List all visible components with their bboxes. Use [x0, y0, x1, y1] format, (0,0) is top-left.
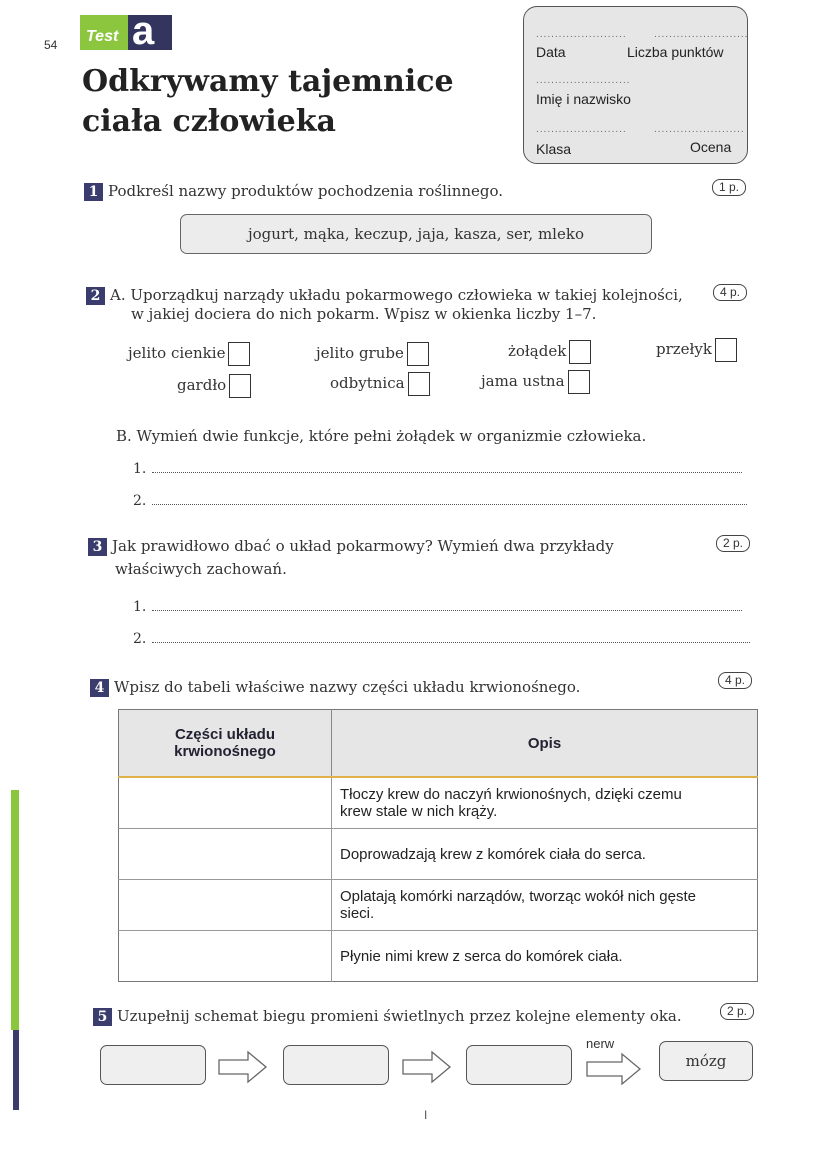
- answer-cell[interactable]: [119, 829, 332, 880]
- field-name[interactable]: Imię i nazwisko: [536, 91, 631, 107]
- flow-box-1[interactable]: [100, 1045, 206, 1085]
- table-row: [119, 880, 758, 931]
- organ-label: gardło: [177, 376, 227, 394]
- task4-number: 4: [90, 679, 109, 697]
- order-box[interactable]: [569, 340, 591, 364]
- field-grade[interactable]: Ocena: [690, 139, 732, 155]
- order-box[interactable]: [228, 342, 250, 366]
- arrow-right-icon: [218, 1050, 268, 1084]
- task4-text: Wpisz do tabeli właściwe nazwy części układu krwionośnego.: [114, 678, 581, 696]
- answer-cell[interactable]: [119, 880, 332, 931]
- task2-answer-line-2[interactable]: [133, 492, 747, 509]
- title-line-1: Odkrywamy tajemnice: [82, 64, 454, 99]
- page-title: [82, 62, 454, 142]
- dots-grade: ........................: [654, 124, 745, 135]
- table-row: [119, 931, 758, 982]
- task5-text: Uzupełnij schemat biegu promieni świetlnych przez kolejne elementy oka.: [117, 1007, 682, 1025]
- answer-cell[interactable]: [119, 777, 332, 829]
- brain-box: mózg: [659, 1041, 753, 1081]
- left-margin-navy-bar: [13, 1030, 19, 1110]
- task1-heading: [84, 181, 503, 201]
- dotted-line: [152, 598, 742, 611]
- description-line: Oplatają komórki narządów, tworząc wokół nich gęste: [340, 888, 697, 905]
- task3-answer-line-2[interactable]: [133, 630, 750, 647]
- description-line: Doprowadzają krew z komórek ciała do serca.: [340, 845, 646, 863]
- task2-answer-line-1[interactable]: [133, 460, 742, 477]
- test-badge: [80, 9, 172, 53]
- organ-gardlo: [177, 374, 251, 398]
- table-row: [119, 829, 758, 880]
- header-parts-line1: Części układu: [174, 726, 276, 743]
- description-line: Tłoczy krew do naczyń krwionośnych, dzięki czemu: [340, 786, 682, 803]
- line-number: 1.: [133, 461, 147, 477]
- task2-text-b: B. Wymień dwie funkcje, które pełni żołądek w organizmie człowieka.: [116, 427, 647, 445]
- dots-data: ........................: [536, 29, 627, 40]
- task1-text: Podkreśl nazwy produktów pochodzenia roślinnego.: [108, 182, 504, 200]
- order-box[interactable]: [715, 338, 737, 362]
- description-cell: [332, 931, 758, 982]
- field-data[interactable]: Data: [536, 44, 566, 60]
- order-box[interactable]: [408, 372, 430, 396]
- line-number: 1.: [133, 599, 147, 615]
- task4-heading: [90, 677, 580, 697]
- nerve-label: nerw: [586, 1036, 615, 1051]
- table-row: [119, 777, 758, 829]
- task3-answer-line-1[interactable]: [133, 598, 742, 615]
- task2-points: 4 p.: [713, 284, 747, 301]
- arrow-right-icon: [402, 1050, 452, 1084]
- description-line: sieci.: [340, 905, 375, 922]
- organ-label: przełyk: [656, 340, 712, 358]
- organ-label: jelito cienkie: [128, 344, 226, 362]
- header-parts-line2: krwionośnego: [174, 743, 276, 760]
- dots-points: .........................: [654, 29, 749, 40]
- organ-label: jelito grube: [316, 344, 404, 362]
- task2-heading: [86, 285, 683, 305]
- header-description: Opis: [332, 710, 758, 778]
- footer-mark: I: [424, 1108, 428, 1122]
- task1-number: 1: [84, 183, 103, 201]
- line-number: 2.: [133, 631, 147, 647]
- description-line: krew stale w nich krąży.: [340, 803, 498, 820]
- field-points[interactable]: Liczba punktów: [627, 44, 724, 60]
- task5-points: 2 p.: [720, 1003, 754, 1020]
- dots-name: .........................: [536, 75, 631, 86]
- answer-cell[interactable]: [119, 931, 332, 982]
- organ-jama-ustna: [481, 370, 590, 394]
- order-box[interactable]: [407, 342, 429, 366]
- organ-przelyk: [656, 338, 737, 362]
- arrow-right-icon: [586, 1052, 642, 1086]
- description-cell: [332, 829, 758, 880]
- task1-products[interactable]: jogurt, mąka, keczup, jaja, kasza, ser, mleko: [180, 214, 652, 254]
- organ-jelito-grube: [316, 342, 429, 366]
- description-cell: [332, 880, 758, 931]
- task3-heading: [88, 536, 614, 556]
- left-margin-green-bar: [11, 790, 19, 1030]
- organ-zoladek: [508, 340, 591, 364]
- task2-number: 2: [86, 287, 105, 305]
- task1-points: 1 p.: [712, 179, 746, 196]
- order-box[interactable]: [229, 374, 251, 398]
- task2-text-a1: A. Uporządkuj narządy układu pokarmowego człowieka w takiej kolejności,: [110, 286, 683, 304]
- description-cell: [332, 777, 758, 829]
- header-parts: [119, 710, 332, 778]
- organ-label: jama ustna: [481, 372, 565, 390]
- order-box[interactable]: [568, 370, 590, 394]
- field-class[interactable]: Klasa: [536, 141, 572, 157]
- task4-points: 4 p.: [718, 672, 752, 689]
- task3-text-1: Jak prawidłowo dbać o układ pokarmowy? Wymień dwa przykłady: [112, 537, 614, 555]
- description-line: Płynie nimi krew z serca do komórek ciała.: [340, 947, 623, 965]
- task5-heading: [93, 1006, 682, 1026]
- flow-box-3[interactable]: [466, 1045, 572, 1085]
- organ-jelito-cienkie: [128, 342, 250, 366]
- organ-odbytnica: [330, 372, 430, 396]
- task3-points: 2 p.: [716, 535, 750, 552]
- title-line-2: ciała człowieka: [82, 104, 336, 139]
- page-number: 54: [44, 38, 58, 52]
- organ-label: żołądek: [508, 342, 567, 360]
- dotted-line: [152, 460, 742, 473]
- task3-number: 3: [88, 538, 107, 556]
- test-letter: a: [132, 9, 155, 53]
- circulatory-table: [118, 709, 758, 982]
- dotted-line: [152, 630, 750, 643]
- organ-label: odbytnica: [330, 374, 405, 392]
- task5-number: 5: [93, 1008, 112, 1026]
- task2-text-a2: w jakiej dociera do nich pokarm. Wpisz w okienka liczby 1–7.: [131, 305, 597, 323]
- line-number: 2.: [133, 493, 147, 509]
- task3-text-2: właściwych zachowań.: [115, 560, 287, 578]
- student-info-box: [523, 6, 748, 164]
- table-header-row: [119, 710, 758, 778]
- test-word: Test: [86, 28, 119, 45]
- dots-class: ........................: [536, 124, 627, 135]
- flow-box-2[interactable]: [283, 1045, 389, 1085]
- dotted-line: [152, 492, 747, 505]
